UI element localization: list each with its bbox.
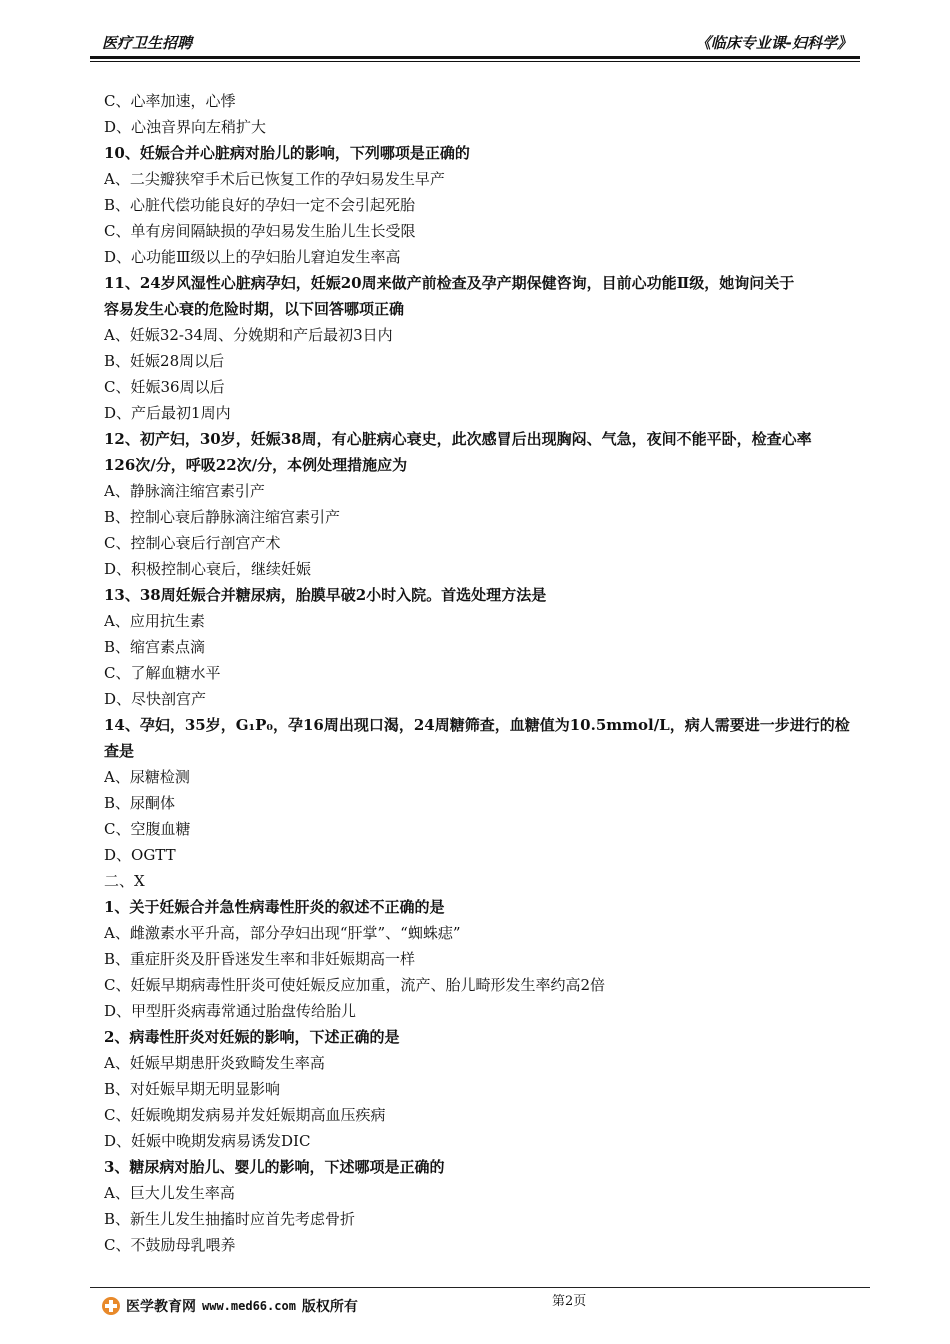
answer-option: C、妊娠早期病毒性肝炎可使妊娠反应加重，流产、胎儿畸形发生率约高2倍: [104, 976, 606, 994]
question-text: 2、病毒性肝炎对妊娠的影响，下述正确的是: [104, 1028, 400, 1046]
answer-option: D、心功能Ⅲ级以上的孕妇胎儿窘迫发生率高: [104, 248, 401, 266]
answer-option: A、二尖瓣狭窄手术后已恢复工作的孕妇易发生早产: [104, 170, 445, 188]
answer-option: B、对妊娠早期无明显影响: [104, 1080, 281, 1098]
header-divider-thick: [90, 56, 860, 59]
question-text: 查是: [104, 742, 135, 760]
question-text: 10、妊娠合并心脏病对胎儿的影响，下列哪项是正确的: [104, 144, 470, 162]
answer-option: B、重症肝炎及肝昏迷发生率和非妊娠期高一样: [104, 950, 416, 968]
answer-option: B、尿酮体: [104, 794, 176, 812]
answer-option: D、甲型肝炎病毒常通过胎盘传给胎儿: [104, 1002, 357, 1020]
answer-option: A、尿糖检测: [104, 768, 190, 786]
answer-option: A、雌激素水平升高，部分孕妇出现“肝掌”、“蜘蛛痣”: [104, 924, 461, 942]
answer-option: C、不鼓励母乳喂养: [104, 1236, 236, 1254]
answer-option: B、控制心衰后静脉滴注缩宫素引产: [104, 508, 341, 526]
answer-option: D、OGTT: [104, 846, 176, 864]
answer-option: C、单有房间隔缺损的孕妇易发生胎儿生长受限: [104, 222, 416, 240]
answer-option: C、妊娠36周以后: [104, 378, 225, 396]
question-text: 126次/分，呼吸22次/分，本例处理措施应为: [104, 456, 408, 474]
answer-option: C、控制心衰后行剖宫产术: [104, 534, 281, 552]
question-text: 11、24岁风湿性心脏病孕妇，妊娠20周来做产前检查及孕产期保健咨询，目前心功能Ⅱ级，她询问关于: [104, 274, 795, 292]
answer-option: B、新生儿发生抽搐时应首先考虑骨折: [104, 1210, 356, 1228]
answer-option: D、妊娠中晚期发病易诱发DIC: [104, 1132, 311, 1150]
answer-option: C、妊娠晚期发病易并发妊娠期高血压疾病: [104, 1106, 386, 1124]
answer-option: D、积极控制心衰后，继续妊娠: [104, 560, 312, 578]
question-text: 3、糖尿病对胎儿、婴儿的影响，下述哪项是正确的: [104, 1158, 445, 1176]
header-divider-thin: [90, 61, 860, 62]
answer-option: D、心浊音界向左稍扩大: [104, 118, 267, 136]
answer-option: A、妊娠早期患肝炎致畸发生率高: [104, 1054, 325, 1072]
answer-option: D、产后最初1周内: [104, 404, 231, 422]
footer-divider: [90, 1287, 870, 1288]
answer-option: A、妊娠32-34周、分娩期和产后最初3日内: [104, 326, 393, 344]
footer-rights: 版权所有: [301, 1299, 358, 1315]
answer-option: A、静脉滴注缩宫素引产: [104, 482, 265, 500]
question-text: 14、孕妇，35岁，G₁P₀，孕16周出现口渴，24周糖筛查，血糖值为10.5mmol/L，病人需要进一步进行的检: [104, 716, 850, 734]
answer-option: A、应用抗生素: [104, 612, 205, 630]
med66-logo-icon: [102, 1297, 120, 1315]
header-left-title: 医疗卫生招聘: [102, 34, 193, 52]
footer-url[interactable]: www.med66.com: [202, 1299, 296, 1313]
page-number: 第2页: [552, 1294, 587, 1309]
question-text: 13、38周妊娠合并糖尿病，胎膜早破2小时入院。首选处理方法是: [104, 586, 547, 604]
answer-option: 二、X: [104, 872, 145, 890]
answer-option: B、妊娠28周以后: [104, 352, 225, 370]
answer-option: C、心率加速，心悸: [104, 92, 236, 110]
header-right-title: 《临床专业课-妇科学》: [695, 34, 852, 52]
answer-option: C、了解血糖水平: [104, 664, 221, 682]
answer-option: B、缩宫素点滴: [104, 638, 206, 656]
question-text: 1、关于妊娠合并急性病毒性肝炎的叙述不正确的是: [104, 898, 445, 916]
footer-brand: [102, 1296, 358, 1316]
answer-option: D、尽快剖宫产: [104, 690, 207, 708]
answer-option: A、巨大儿发生率高: [104, 1184, 235, 1202]
question-text: 12、初产妇，30岁，妊娠38周，有心脏病心衰史，此次感冒后出现胸闷、气急，夜间不能平卧，检查心率: [104, 430, 812, 448]
question-text: 容易发生心衰的危险时期，以下回答哪项正确: [104, 300, 405, 318]
page-header: [90, 30, 860, 54]
document-body: [104, 88, 854, 1258]
footer-brand-name: 医学教育网: [126, 1299, 196, 1315]
answer-option: B、心脏代偿功能良好的孕妇一定不会引起死胎: [104, 196, 416, 214]
answer-option: C、空腹血糖: [104, 820, 191, 838]
